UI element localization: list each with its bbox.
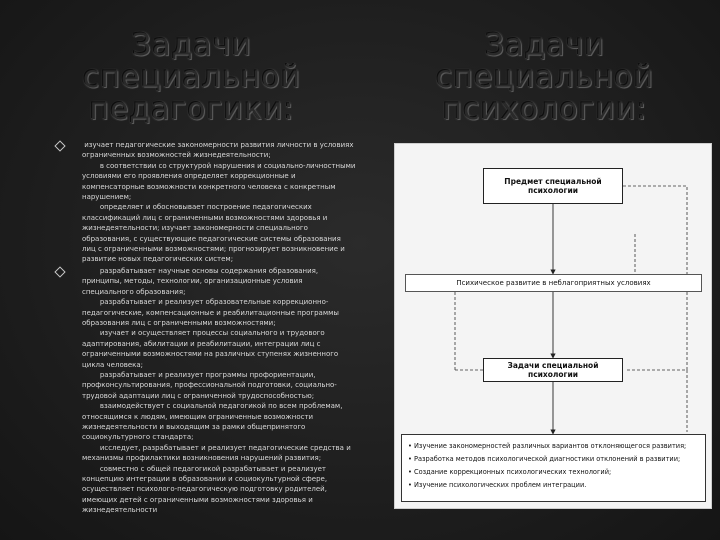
left-title-line-1: Задачи [132, 28, 252, 63]
tasks-list-box [401, 434, 706, 502]
right-title-line-2: специальной [435, 60, 655, 95]
tasks-list-item: • Изучение психологических проблем интеграции. [408, 479, 699, 492]
bullet-item [56, 266, 356, 516]
bullet-text: разрабатывает научные основы содержания образования, принципы, методы, технологии, организационные условия специального образования; разрабатывает и реализует образовательные коррекционно-педагогические, компенсационные и реабилитационные программы образования лиц с ограниченными возможностями; изучает и осуществляет процессы социального и трудового адаптирования, абилитации и реабилитации, интеграции лиц с ограниченными возможностями на различных ступенях жизненного цикла человека; разрабатывает и реализует программы профориентации, профконсультирования, профессиональной подготовки, социально-трудовой адаптации лиц с ограниченной трудоспособностью; взаимодействует с социальной педагогикой по всем проблемам, относящимся к людям, имеющим ограниченные возможности жизнедеятельности и выходящим за рамки общепринятого социокультурного стандарта; исследует, разрабатывает и реализует педагогические средства и механизмы профилактики возникновения нарушений развития; совместно с общей педагогикой разрабатывает и реализует концепцию интеграции в образовании и социокультурной сфере, осуществляет психолого-педагогическую подготовку родителей, имеющих детей с ограниченными возможностями здоровья и жизнедеятельности [82, 266, 351, 515]
tasks-list-item: • Разработка методов психологической диагностики отклонений в развитии; [408, 453, 699, 466]
right-title-line-3: психологии: [442, 92, 648, 127]
left-title-line-3: педагогики: [89, 92, 295, 127]
bullet-item [56, 140, 356, 265]
diamond-bullet-icon [54, 140, 65, 151]
tasks-box: Задачи специальной психологии [483, 358, 623, 382]
psychology-diagram [394, 143, 712, 509]
left-title-line-2: специальной [82, 60, 302, 95]
development-box: Психическое развитие в неблагоприятных условиях [405, 274, 702, 292]
left-title [72, 30, 312, 126]
right-title [430, 30, 660, 126]
tasks-list-item: • Создание коррекционных психологических технологий; [408, 466, 699, 479]
bullet-text: изучает педагогические закономерности развития личности в условиях ограниченных возможностей жизнедеятельности; в соответствии со структурой нарушения и социально-личностными условиями его проявления определяет коррекционные и компенсаторные возможности конкретного человека с конкретным нарушением; определяет и обосновывает построение педагогических классификаций лиц с ограниченными возможностями здоровья и жизнедеятельности; изучает закономерности специального образования, с существующие педагогические системы образования лиц с ограниченными возможностями; прогнозирует возникновение и развитие новых педагогических систем; [82, 141, 356, 264]
right-title-line-1: Задачи [485, 28, 605, 63]
bullet-list [56, 140, 356, 516]
diamond-bullet-icon [54, 266, 65, 277]
subject-box: Предмет специальной психологии [483, 168, 623, 204]
tasks-list-item: • Изучение закономерностей различных вариантов отклоняющегося развития; [408, 440, 699, 453]
